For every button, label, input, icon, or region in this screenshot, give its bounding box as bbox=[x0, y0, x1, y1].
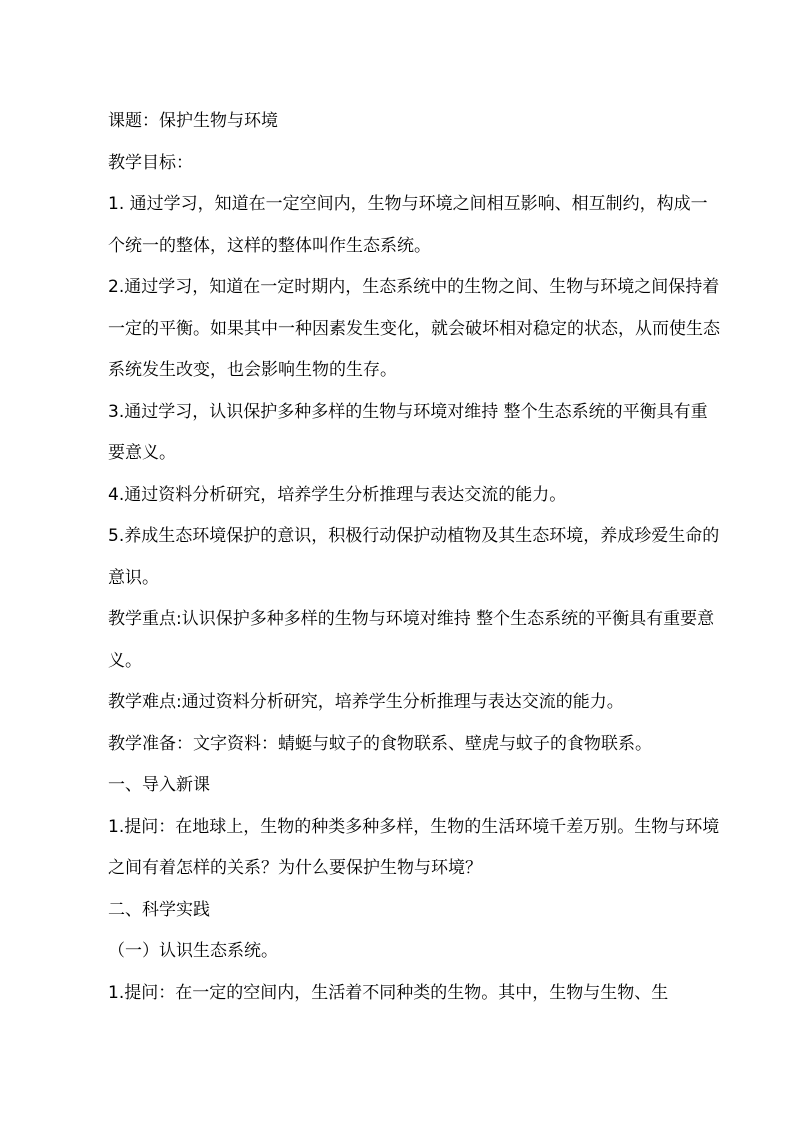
section-2-subheading-1: （一）认识生态系统。 bbox=[108, 941, 278, 961]
key-points: 教学重点:认识保护多种多样的生物与环境对维持 整个生态系统的平衡具有重要意义。 bbox=[108, 609, 715, 671]
section-2-item-1: 1.提问：在一定的空间内，生活着不同种类的生物。其中，生物与生物、生 bbox=[108, 982, 669, 1003]
section-2-heading: 二、科学实践 bbox=[108, 899, 210, 920]
preparation: 教学准备：文字资料：蜻蜓与蚊子的食物联系、壁虎与蚊子的食物联系。 bbox=[108, 733, 652, 754]
lesson-title: 课题：保护生物与环境 bbox=[108, 111, 278, 131]
objective-4: 4.通过资料分析研究，培养学生分析推理与表达交流的能力。 bbox=[108, 484, 567, 505]
objective-2: 2.通过学习，知道在一定时期内，生态系统中的生物之间、生物与环境之间保持着一定的平衡。如果其中一种因素发生变化，就会破坏相对稳定的状态，从而使生态系统发生改变，也会影响生物的生存。 bbox=[108, 277, 720, 380]
section-1-heading: 一、导入新课 bbox=[108, 775, 210, 795]
objectives-heading: 教学目标： bbox=[108, 152, 193, 173]
document-body bbox=[108, 101, 722, 1014]
section-1-item-1: 1.提问：在地球上，生物的种类多种多样，生物的生活环境千差万别。生物与环境之间有着怎样的关系？为什么要保护生物与环境？ bbox=[108, 816, 720, 878]
difficulties: 教学难点:通过资料分析研究，培养学生分析推理与表达交流的能力。 bbox=[108, 692, 624, 712]
objective-1: 1. 通过学习，知道在一定空间内，生物与环境之间相互影响、相互制约，构成一个统一的整体，这样的整体叫作生态系统。 bbox=[108, 194, 708, 256]
objective-3: 3.通过学习，认识保护多种多样的生物与环境对维持 整个生态系统的平衡具有重要意义。 bbox=[108, 401, 708, 463]
objective-5: 5.养成生态环境保护的意识，积极行动保护动植物及其生态环境，养成珍爱生命的意识。 bbox=[108, 526, 720, 588]
